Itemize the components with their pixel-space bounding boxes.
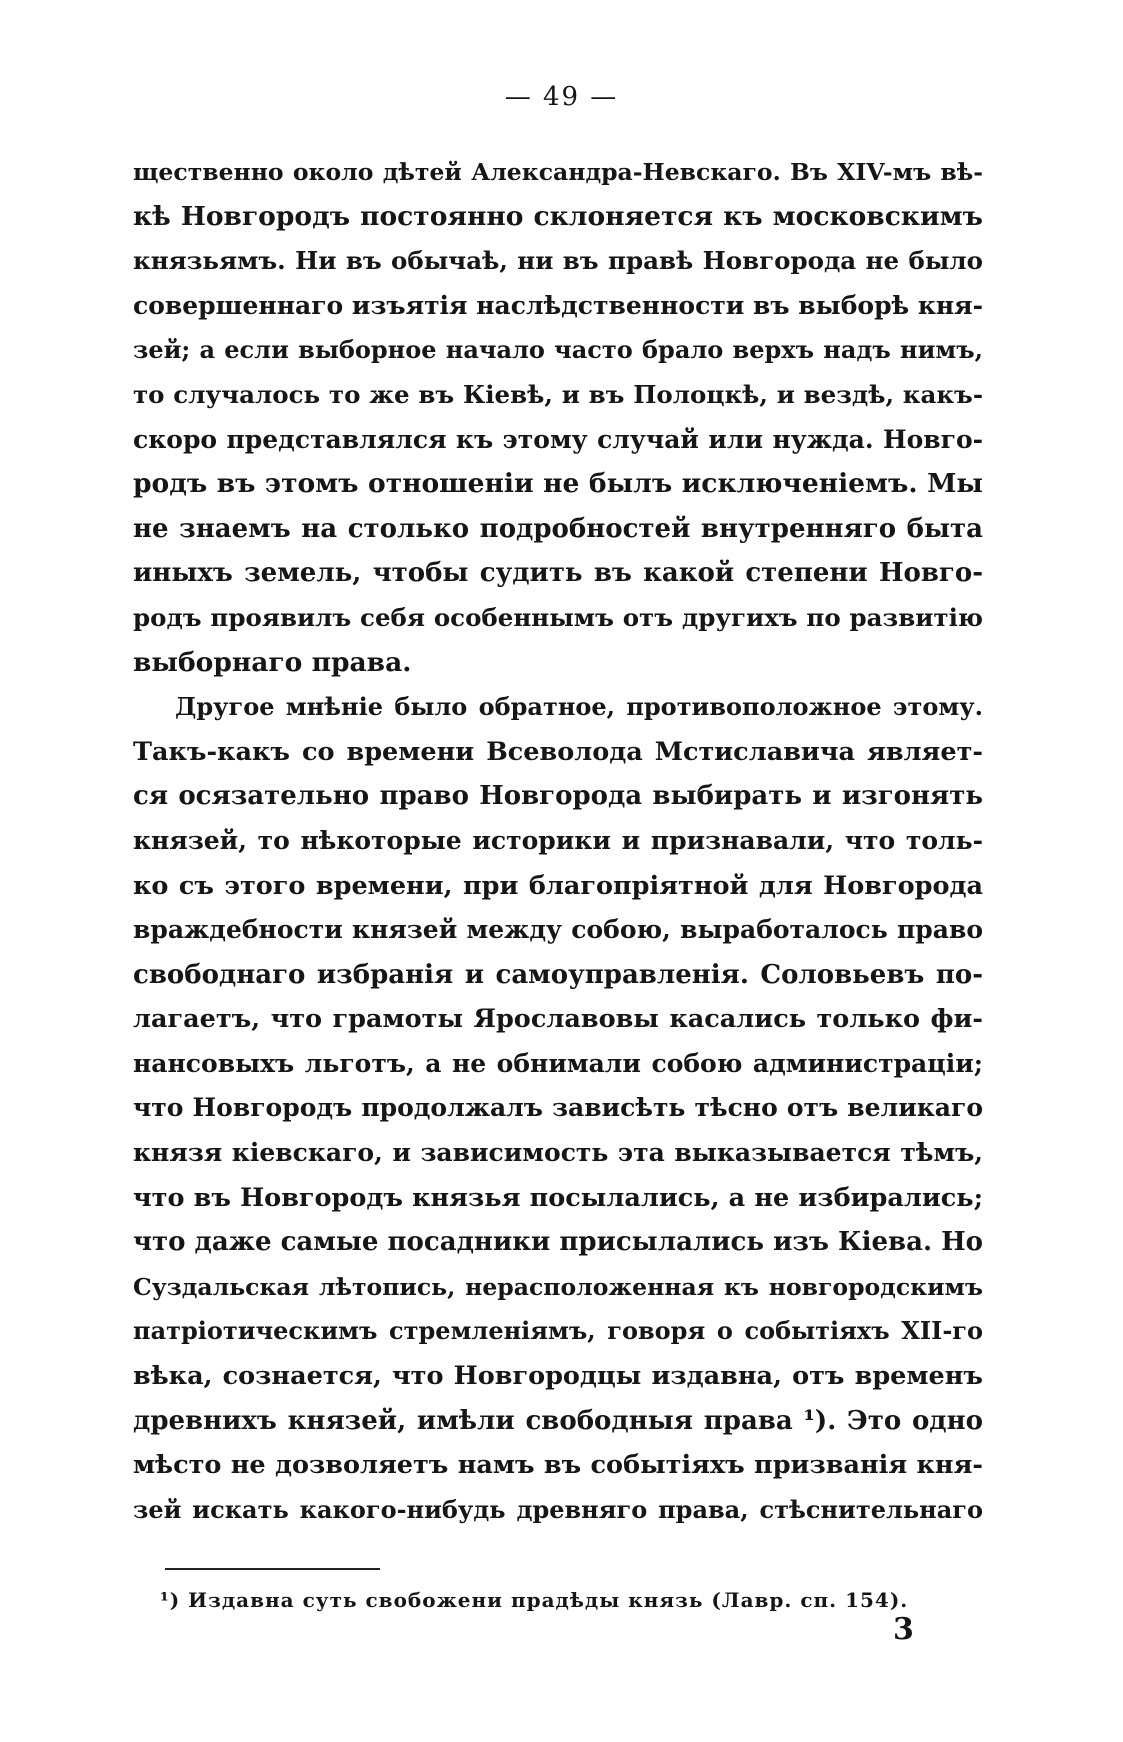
text-line: Суздальская лѣтопись, нерасположенная къ новгородскимъ [133,1272,983,1301]
text-line: зей искать какого-нибудь древняго права, стѣснительнаго [133,1494,983,1524]
text-line: скоро представлялся къ этому случай или нужда. Новго- [133,424,983,454]
text-line: нансовыхъ льготъ, а не обнимали собою администраціи; [133,1048,983,1078]
text-line: зей; а если выборное начало часто брало верхъ надъ нимъ, [133,335,983,365]
text-line: князей, то нѣкоторые историки и признавали, что толь- [133,825,983,855]
text-line: кѣ Новгородъ постоянно склоняется къ московскимъ [133,200,983,232]
text-line: мѣсто не дозволяетъ намъ въ событіяхъ призванія кня- [133,1450,983,1481]
text-line: не знаемъ на столько подробностей внутренняго быта [133,513,983,544]
text-line: князя кіевскаго, и зависимость эта выказывается тѣмъ, [133,1138,983,1168]
signature-mark: 3 [893,1612,914,1647]
text-line: лагаетъ, что грамоты Ярославовы касались только фи- [133,1004,983,1035]
text-line: щественно около дѣтей Александра-Невскаго. Въ XIV-мъ вѣ- [133,158,983,186]
page-number: — 49 — [504,82,619,112]
text-line: совершеннаго изъятія наслѣдственности въ выборѣ кня- [133,290,983,320]
text-line: ся осязательно право Новгорода выбирать и изгонять [133,781,983,812]
text-line: иныхъ земель, чтобы судить въ какой степени Новго- [133,558,983,589]
text-line: патріотическимъ стремленіямъ, говоря о событіяхъ XII-го [133,1316,983,1346]
text-line: что въ Новгородъ князья посылались, а не избирались; [133,1182,983,1213]
footnote: ¹) Издавна суть свобожени прадѣды князь (Лавр. сп. 154). [160,1588,909,1612]
text-line: древнихъ князей, имѣли свободныя права ¹). Это одно [133,1405,983,1436]
text-line: ко съ этого времени, при благопріятной для Новгорода [133,870,983,901]
text-line: что Новгородъ продолжалъ зависѣть тѣсно отъ великаго [133,1093,983,1123]
text-line: родъ въ этомъ отношеніи не былъ исключеніемъ. Мы [133,468,983,500]
body-text [133,150,983,1532]
text-line: враждебности князей между собою, выработалось право [133,915,983,945]
text-line: вѣка, сознается, что Новгородцы издавна, отъ временъ [133,1361,983,1392]
footnote-divider [165,1568,380,1570]
text-line: выборнаго права. [133,646,412,678]
text-line: князьямъ. Ни въ обычаѣ, ни въ правѣ Новгорода не было [133,246,983,276]
text-line: то случалось то же въ Кіевѣ, и въ Полоцкѣ, и вездѣ, какъ- [133,379,983,409]
text-line: что даже самые посадники присылались изъ Кіева. Но [133,1227,983,1258]
paragraph-start-line: Другое мнѣніе было обратное, противоположное этому. [175,692,983,722]
text-line: свободнаго избранія и самоуправленія. Соловьевъ по- [133,959,983,990]
text-line: Такъ-какъ со времени Всеволода Мстиславича являет- [133,736,983,767]
text-line: родъ проявилъ себя особеннымъ отъ другихъ по развитію [133,602,983,632]
